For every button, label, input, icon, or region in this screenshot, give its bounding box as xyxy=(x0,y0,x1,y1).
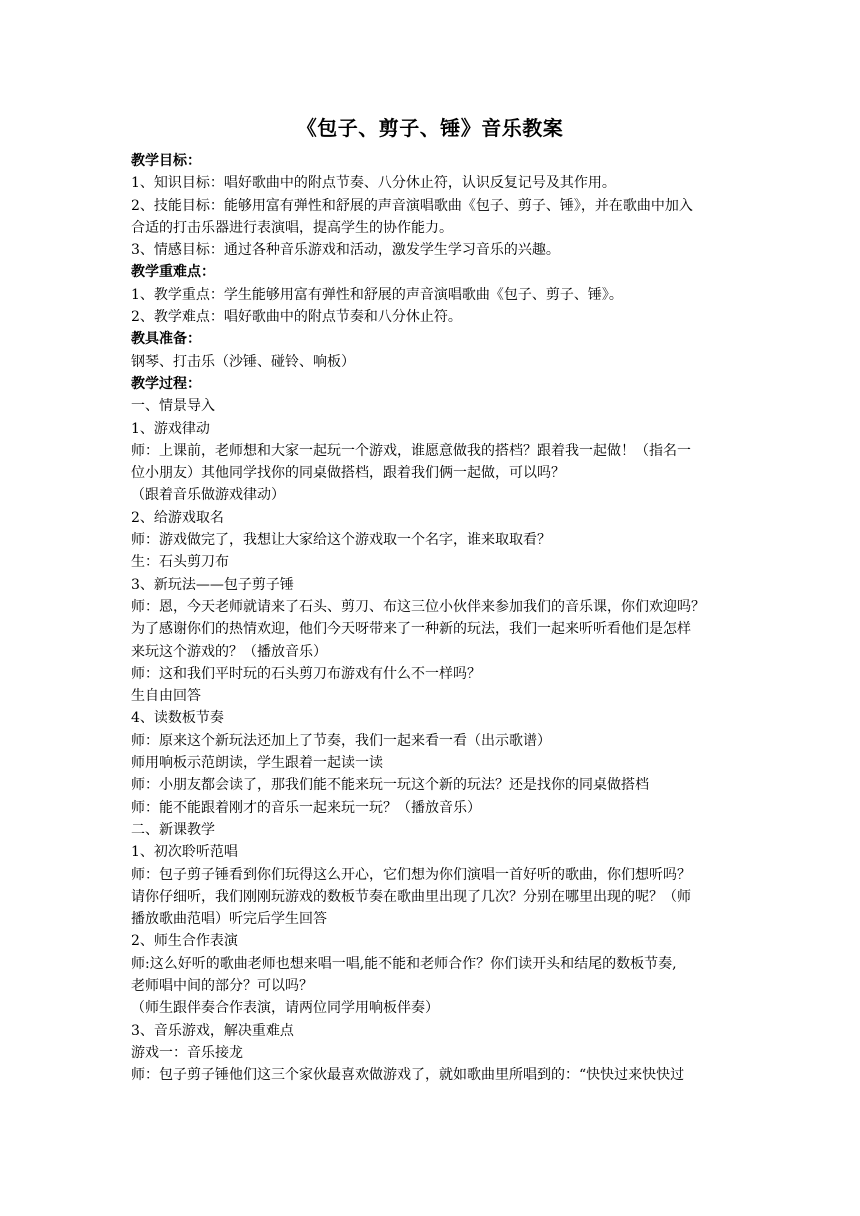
text-line: 师：能不能跟着刚才的音乐一起来玩一玩？（播放音乐） xyxy=(131,799,481,816)
text-line: 师：这和我们平时玩的石头剪刀布游戏有什么不一样吗？ xyxy=(131,665,481,682)
text-line: 播放歌曲范唱）听完后学生回答 xyxy=(131,911,327,928)
text-line: 师：恩，今天老师就请来了石头、剪刀、布这三位小伙伴来参加我们的音乐课，你们欢迎吗？ xyxy=(131,598,705,615)
text-line: 2、给游戏取名 xyxy=(131,509,224,526)
text-line: 2、技能目标：能够用富有弹性和舒展的声音演唱歌曲《包子、剪子、锤》，并在歌曲中加入 xyxy=(131,197,693,214)
section-heading: 教具准备： xyxy=(131,331,201,348)
text-line: 师用响板示范朗读，学生跟着一起读一读 xyxy=(131,755,383,772)
text-line: 师：小朋友都会读了，那我们能不能来玩一玩这个新的玩法？还是找你的同桌做搭档 xyxy=(131,777,649,794)
text-line: 来玩这个游戏的？（播放音乐） xyxy=(131,643,327,660)
document-body xyxy=(131,150,733,1086)
text-line: 1、知识目标：唱好歌曲中的附点节奏、八分休止符，认识反复记号及其作用。 xyxy=(131,175,616,192)
text-line: 合适的打击乐器进行表演唱，提高学生的协作能力。 xyxy=(131,219,453,236)
text-line: 师：上课前，老师想和大家一起玩一个游戏，谁愿意做我的搭档？跟着我一起做！（指名一 xyxy=(131,442,691,459)
text-line: 二、新课教学 xyxy=(131,821,215,838)
text-line: 师：游戏做完了，我想让大家给这个游戏取一个名字，谁来取取看？ xyxy=(131,532,551,549)
text-line: 1、教学重点：学生能够用富有弹性和舒展的声音演唱歌曲《包子、剪子、锤》。 xyxy=(131,286,623,303)
text-line: 师：包子剪子锤看到你们玩得这么开心，它们想为你们演唱一首好听的歌曲，你们想听吗？ xyxy=(131,866,691,883)
text-line: 位小朋友）其他同学找你的同桌做搭档，跟着我们俩一起做，可以吗？ xyxy=(131,465,565,482)
text-line: （师生跟伴奏合作表演，请两位同学用响板伴奏） xyxy=(131,1000,439,1017)
text-line: 生自由回答 xyxy=(131,688,201,705)
section-heading: 教学过程： xyxy=(131,375,201,392)
text-line: 3、新玩法——包子剪子锤 xyxy=(131,576,294,593)
text-line: 2、教学难点：唱好歌曲中的附点节奏和八分休止符。 xyxy=(131,309,462,326)
text-line: 老师唱中间的部分？可以吗？ xyxy=(131,977,313,994)
text-line: 生：石头剪刀布 xyxy=(131,554,229,571)
text-line: 师:这么好听的歌曲老师也想来唱一唱,能不能和老师合作？你们读开头和结尾的数板节奏, xyxy=(131,955,677,972)
text-line: 3、情感目标：通过各种音乐游戏和活动，激发学生学习音乐的兴趣。 xyxy=(131,242,560,259)
text-line: 1、游戏律动 xyxy=(131,420,210,437)
text-line: 为了感谢你们的热情欢迎，他们今天呀带来了一种新的玩法，我们一起来听听看他们是怎样 xyxy=(131,621,691,638)
text-line: 一、情景导入 xyxy=(131,398,215,415)
text-line: 请你仔细听，我们刚刚玩游戏的数板节奏在歌曲里出现了几次？分别在哪里出现的呢？（师 xyxy=(131,888,691,905)
text-line: 2、师生合作表演 xyxy=(131,933,238,950)
text-line: 3、音乐游戏，解决重难点 xyxy=(131,1022,294,1039)
section-heading: 教学重难点： xyxy=(131,264,215,281)
text-line: 1、初次聆听范唱 xyxy=(131,844,238,861)
text-line: 师：原来这个新玩法还加上了节奏，我们一起来看一看（出示歌谱） xyxy=(131,732,551,749)
text-line: 师：包子剪子锤他们这三个家伙最喜欢做游戏了，就如歌曲里所唱到的：“快快过来快快过 xyxy=(131,1067,685,1084)
text-line: 4、读数板节奏 xyxy=(131,710,224,727)
section-heading: 教学目标： xyxy=(131,153,201,169)
text-line: 钢琴、打击乐（沙锤、碰铃、响板） xyxy=(131,353,355,370)
text-line: 游戏一：音乐接龙 xyxy=(131,1044,243,1061)
document-title: 《包子、剪子、锤》音乐教案 xyxy=(296,116,564,140)
text-line: （跟着音乐做游戏律动） xyxy=(131,487,285,504)
